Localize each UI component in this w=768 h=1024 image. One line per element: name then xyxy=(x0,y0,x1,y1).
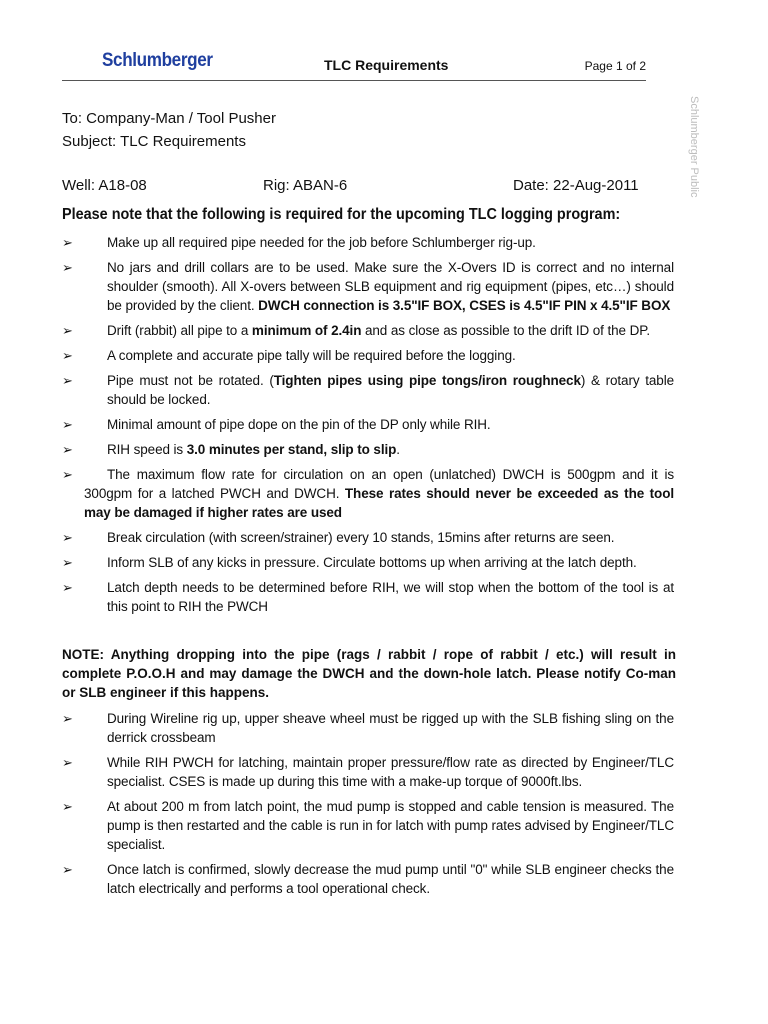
item-text: Break circulation (with screen/strainer) every 10 stands, 15mins after returns are seen. xyxy=(107,530,615,545)
page-number: Page 1 of 2 xyxy=(584,59,646,73)
item-text: Once latch is confirmed, slowly decrease the mud pump until "0" while SLB engineer checks the latch electrically and performs a tool operational check. xyxy=(107,862,674,896)
arrow-bullet-icon: ➢ xyxy=(62,348,73,363)
emphasis-text: These rates should never be exceeded as the tool may be damaged if higher rates are used xyxy=(84,486,674,520)
emphasis-text: DWCH connection is 3.5"IF BOX, CSES is 4.5"IF PIN x 4.5"IF BOX xyxy=(258,298,671,313)
item-text: RIH speed is xyxy=(107,442,187,457)
list-item xyxy=(62,465,674,522)
item-text: During Wireline rig up, upper sheave wheel must be rigged up with the SLB fishing sling on the derrick crossbeam xyxy=(107,711,674,745)
well-field: Well: A18-08 xyxy=(62,177,147,194)
item-text: Drift (rabbit) all pipe to a xyxy=(107,323,252,338)
subject-line: Subject: TLC Requirements xyxy=(62,133,246,150)
arrow-bullet-icon: ➢ xyxy=(62,467,73,482)
list-item-text xyxy=(62,346,674,365)
arrow-bullet-icon: ➢ xyxy=(62,711,73,726)
emphasis-text: Tighten pipes using pipe tongs/iron roughneck xyxy=(273,373,581,388)
list-item xyxy=(62,258,674,315)
arrow-bullet-icon: ➢ xyxy=(62,799,73,814)
list-item xyxy=(62,528,674,547)
list-item xyxy=(62,753,674,791)
rig-field: Rig: ABAN-6 xyxy=(263,177,348,194)
list-item xyxy=(62,860,674,898)
list-item-text xyxy=(62,321,674,340)
arrow-bullet-icon: ➢ xyxy=(62,755,73,770)
list-item xyxy=(62,371,674,409)
item-text: The maximum flow rate for circulation on an open (unlatched) DWCH is 500gpm and it is 300gpm for a latched PWCH and DWCH. xyxy=(84,467,674,501)
item-text: Make up all required pipe needed for the job before Schlumberger rig-up. xyxy=(107,235,536,250)
arrow-bullet-icon: ➢ xyxy=(62,530,73,545)
arrow-bullet-icon: ➢ xyxy=(62,323,73,338)
list-item-text xyxy=(62,371,674,409)
arrow-bullet-icon: ➢ xyxy=(62,260,73,275)
arrow-bullet-icon: ➢ xyxy=(62,580,73,595)
list-item-text xyxy=(62,578,674,616)
list-item xyxy=(62,346,674,365)
list-item-text xyxy=(62,440,674,459)
arrow-bullet-icon: ➢ xyxy=(62,417,73,432)
list-item-text xyxy=(62,415,674,434)
item-text: Minimal amount of pipe dope on the pin of the DP only while RIH. xyxy=(107,417,491,432)
item-text: ) & rotary table should be locked. xyxy=(107,373,675,407)
list-item xyxy=(62,553,674,572)
classification-watermark: Schlumberger Public xyxy=(688,96,700,198)
list-item xyxy=(62,797,674,854)
arrow-bullet-icon: ➢ xyxy=(62,555,73,570)
page-header xyxy=(62,48,646,81)
emphasis-text: minimum of 2.4in xyxy=(251,323,362,338)
item-text: No jars and drill collars are to be used. Make sure the X-Overs ID is correct and no internal shoulder (smooth). All X-overs between SLB equipment and rig equipment (pipes, etc…) should be provided by the client. xyxy=(107,260,674,313)
list-item-text xyxy=(62,709,674,747)
arrow-bullet-icon: ➢ xyxy=(62,235,73,250)
arrow-bullet-icon: ➢ xyxy=(62,862,73,877)
date-field: Date: 22-Aug-2011 xyxy=(513,177,639,194)
arrow-bullet-icon: ➢ xyxy=(62,442,73,457)
list-item-text xyxy=(62,797,674,854)
item-text: At about 200 m from latch point, the mud pump is stopped and cable tension is measured. The pump is then restarted and the cable is run in for latch with pump rates advised by Engineer/TLC specialist. xyxy=(107,799,674,852)
note-paragraph: NOTE: Anything dropping into the pipe (rags / rabbit / rope of rabbit / etc.) will result in complete P.O.O.H and may damage the DWCH and the down-hole latch. Please notify Co-man or SLB engineer if this happens. xyxy=(62,647,676,700)
company-logo: Schlumberger xyxy=(102,50,213,71)
emphasis-text: 3.0 minutes per stand, slip to slip xyxy=(186,442,397,457)
list-item xyxy=(62,709,674,747)
list-item xyxy=(62,578,674,616)
item-text: Pipe must not be rotated. ( xyxy=(107,373,274,388)
item-text: Latch depth needs to be determined before RIH, we will stop when the bottom of the tool is at this point to RIH the PWCH xyxy=(107,580,674,614)
list-item-text xyxy=(62,753,674,791)
list-item-text xyxy=(62,528,674,547)
item-text: and as close as possible to the drift ID of the DP. xyxy=(361,323,651,338)
arrow-bullet-icon: ➢ xyxy=(62,373,73,388)
procedure-list xyxy=(62,709,674,904)
recipient-line: To: Company-Man / Tool Pusher xyxy=(62,110,276,127)
intro-heading: Please note that the following is required for the upcoming TLC logging program: xyxy=(62,206,621,223)
item-text: A complete and accurate pipe tally will be required before the logging. xyxy=(107,348,516,363)
list-item-text xyxy=(62,465,674,522)
list-item xyxy=(62,321,674,340)
item-text: While RIH PWCH for latching, maintain proper pressure/flow rate as directed by Engineer/TLC specialist. CSES is made up during this time with a make-up torque of 9000ft.lbs. xyxy=(107,755,674,789)
list-item-text xyxy=(62,233,674,252)
list-item-text xyxy=(62,860,674,898)
list-item-text xyxy=(62,553,674,572)
list-item xyxy=(62,440,674,459)
list-item xyxy=(62,415,674,434)
list-item-text xyxy=(62,258,674,315)
list-item xyxy=(62,233,674,252)
item-text: . xyxy=(396,442,400,457)
item-text: Inform SLB of any kicks in pressure. Circulate bottoms up when arriving at the latch depth. xyxy=(107,555,637,570)
header-title: TLC Requirements xyxy=(324,57,449,73)
requirements-list xyxy=(62,233,674,622)
